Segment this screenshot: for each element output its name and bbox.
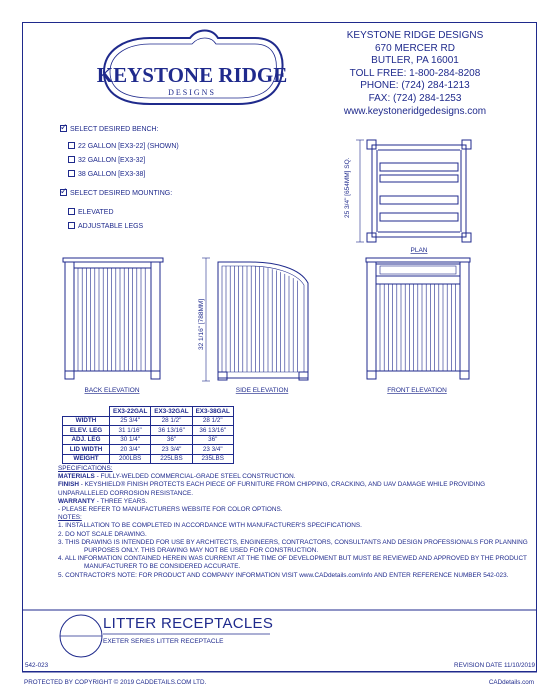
- company-address-block: [340, 30, 490, 118]
- table-cell: 225LBS: [151, 454, 192, 464]
- note-item: 5. CONTRACTOR'S NOTE: FOR PRODUCT AND COMPANY INFORMATION VISIT www.CADdetails.com/info AND ENTER REFERENCE NUMBER 542-023.: [58, 571, 509, 579]
- spec-finish: FINISH - KEYSHIELD® FINISH PROTECTS EACH PIECE OF FURNITURE FROM CHIPPING, CRACKING, AND UAV DAMAGE WHILE PROVIDING UNPARALLELED CORROSION RESISTANCE.: [58, 481, 486, 497]
- table-cell: 23 3/4": [192, 445, 233, 455]
- plan-view: [356, 140, 471, 242]
- spec-materials: MATERIALS - FULLY-WELDED COMMERCIAL-GRADE STEEL CONSTRUCTION.: [58, 473, 296, 481]
- specifications-and-notes: [58, 465, 528, 580]
- table-cell: 20 3/4": [110, 445, 151, 455]
- checkbox-icon[interactable]: [68, 142, 75, 149]
- checkbox-icon[interactable]: [68, 170, 75, 177]
- row-header: WIDTH: [63, 416, 110, 426]
- address-line: KEYSTONE RIDGE DESIGNS: [346, 30, 484, 41]
- row-header: WEIGHT: [63, 454, 110, 464]
- spec-table: [62, 406, 234, 464]
- checkbox-icon[interactable]: [68, 208, 75, 215]
- row-header: ADJ. LEG: [63, 435, 110, 445]
- mounting-option-heading[interactable]: ✓SELECT DESIRED MOUNTING:: [60, 189, 172, 197]
- logo-sub: DESIGNS: [168, 88, 216, 97]
- table-cell: 23 3/4": [151, 445, 192, 455]
- front-elevation-view: [366, 258, 470, 379]
- row-header: ELEV. LEG: [63, 426, 110, 436]
- table-cell: 30 1/4": [110, 435, 151, 445]
- logo-name: KEYSTONE RIDGE: [96, 63, 288, 87]
- spec-color: - PLEASE REFER TO MANUFACTURERS WEBSITE FOR COLOR OPTIONS.: [58, 506, 283, 514]
- plan-dimension: 25 3/4" [654MM] SQ.: [344, 157, 351, 218]
- table-cell: 36 13/16": [192, 426, 233, 436]
- column-header: EX3-38GAL: [192, 407, 233, 417]
- column-header: EX3-32GAL: [151, 407, 192, 417]
- row-header: LID WIDTH: [63, 445, 110, 455]
- table-row: [63, 435, 234, 445]
- specifications-heading: SPECIFICATIONS:: [58, 465, 113, 472]
- side-dimension: 32 1/16" [788MM]: [198, 298, 205, 350]
- side-elevation-view: [202, 258, 308, 381]
- revision-date: REVISION DATE 11/10/2019: [454, 662, 535, 669]
- table-cell: 28 1/2": [192, 416, 233, 426]
- table-cell: 28 1/2": [151, 416, 192, 426]
- side-elevation-label: SIDE ELEVATION: [235, 387, 289, 394]
- mounting-option-adjustable[interactable]: ADJUSTABLE LEGS: [68, 222, 143, 230]
- table-cell: 36": [192, 435, 233, 445]
- company-logo: [97, 31, 287, 105]
- address-line: PHONE: (724) 284-1213: [360, 80, 470, 92]
- spec-table-header: [63, 407, 234, 417]
- checkbox-icon[interactable]: [68, 156, 75, 163]
- checkbox-icon[interactable]: [60, 189, 67, 196]
- table-row: [63, 426, 234, 436]
- caddetails-link[interactable]: CADdetails.com: [488, 679, 534, 686]
- drawing-title: LITTER RECEPTACLES: [103, 615, 274, 632]
- table-cell: 36": [151, 435, 192, 445]
- table-row: [63, 454, 234, 464]
- website-link[interactable]: www.keystoneridgedesigns.com: [343, 105, 487, 117]
- column-header: EX3-22GAL: [110, 407, 151, 417]
- address-line: TOLL FREE: 1-800-284-8208: [349, 67, 481, 79]
- bench-option-heading[interactable]: ✓SELECT DESIRED BENCH:: [60, 125, 159, 133]
- bench-option-32[interactable]: 32 GALLON [EX3-32]: [68, 156, 145, 164]
- table-cell: 200LBS: [110, 454, 151, 464]
- table-cell: 25 3/4": [110, 416, 151, 426]
- front-elevation-label: FRONT ELEVATION: [387, 387, 447, 394]
- bench-option-22[interactable]: 22 GALLON [EX3-22] (SHOWN): [68, 142, 179, 150]
- note-item: 2. DO NOT SCALE DRAWING.: [58, 530, 147, 538]
- bench-option-38[interactable]: 38 GALLON [EX3-38]: [68, 170, 145, 178]
- note-item: 4. ALL INFORMATION CONTAINED HEREIN WAS CURRENT AT THE TIME OF DEVELOPMENT BUT MUST BE REVIEWED AND APPROVED BY THE PRODUCT MANUFACTURER TO BE CONSIDERED ACCURATE.: [58, 555, 527, 571]
- table-cell: 36 13/16": [151, 426, 192, 436]
- address-line: BUTLER, PA 16001: [371, 55, 459, 67]
- table-cell: 31 1/16": [110, 426, 151, 436]
- address-line: 670 MERCER RD: [374, 42, 456, 54]
- back-elevation-view: [63, 258, 163, 379]
- checkbox-icon[interactable]: [68, 222, 75, 229]
- reference-code: 542-023: [25, 662, 49, 669]
- checkbox-icon[interactable]: [60, 125, 67, 132]
- spec-warranty: WARRANTY - THREE YEARS.: [58, 497, 148, 505]
- copyright-notice: PROTECTED BY COPYRIGHT © 2019 CADDETAILS.COM LTD.: [24, 679, 207, 686]
- mounting-option-elevated[interactable]: ELEVATED: [68, 208, 114, 216]
- note-item: 1. INSTALLATION TO BE COMPLETED IN ACCORDANCE WITH MANUFACTURER'S SPECIFICATIONS.: [58, 522, 362, 530]
- back-elevation-label: BACK ELEVATION: [84, 387, 140, 394]
- drawing-subtitle: EXETER SERIES LITTER RECEPTACLE: [103, 638, 224, 645]
- note-item: 3. THIS DRAWING IS INTENDED FOR USE BY ARCHITECTS, ENGINEERS, CONTRACTORS, CONSULTANTS AND DESIGN PROFESSIONALS FOR PLANNING PURPOSES ONLY. THIS DRAWING MAY NOT BE USED FOR CONSTRUCTION.: [58, 538, 528, 555]
- table-cell: 235LBS: [192, 454, 233, 464]
- table-row: [63, 416, 234, 426]
- address-line: FAX: (724) 284-1253: [368, 92, 462, 104]
- notes-heading: NOTES:: [58, 514, 82, 522]
- table-row: [63, 445, 234, 455]
- plan-label: PLAN: [410, 247, 428, 254]
